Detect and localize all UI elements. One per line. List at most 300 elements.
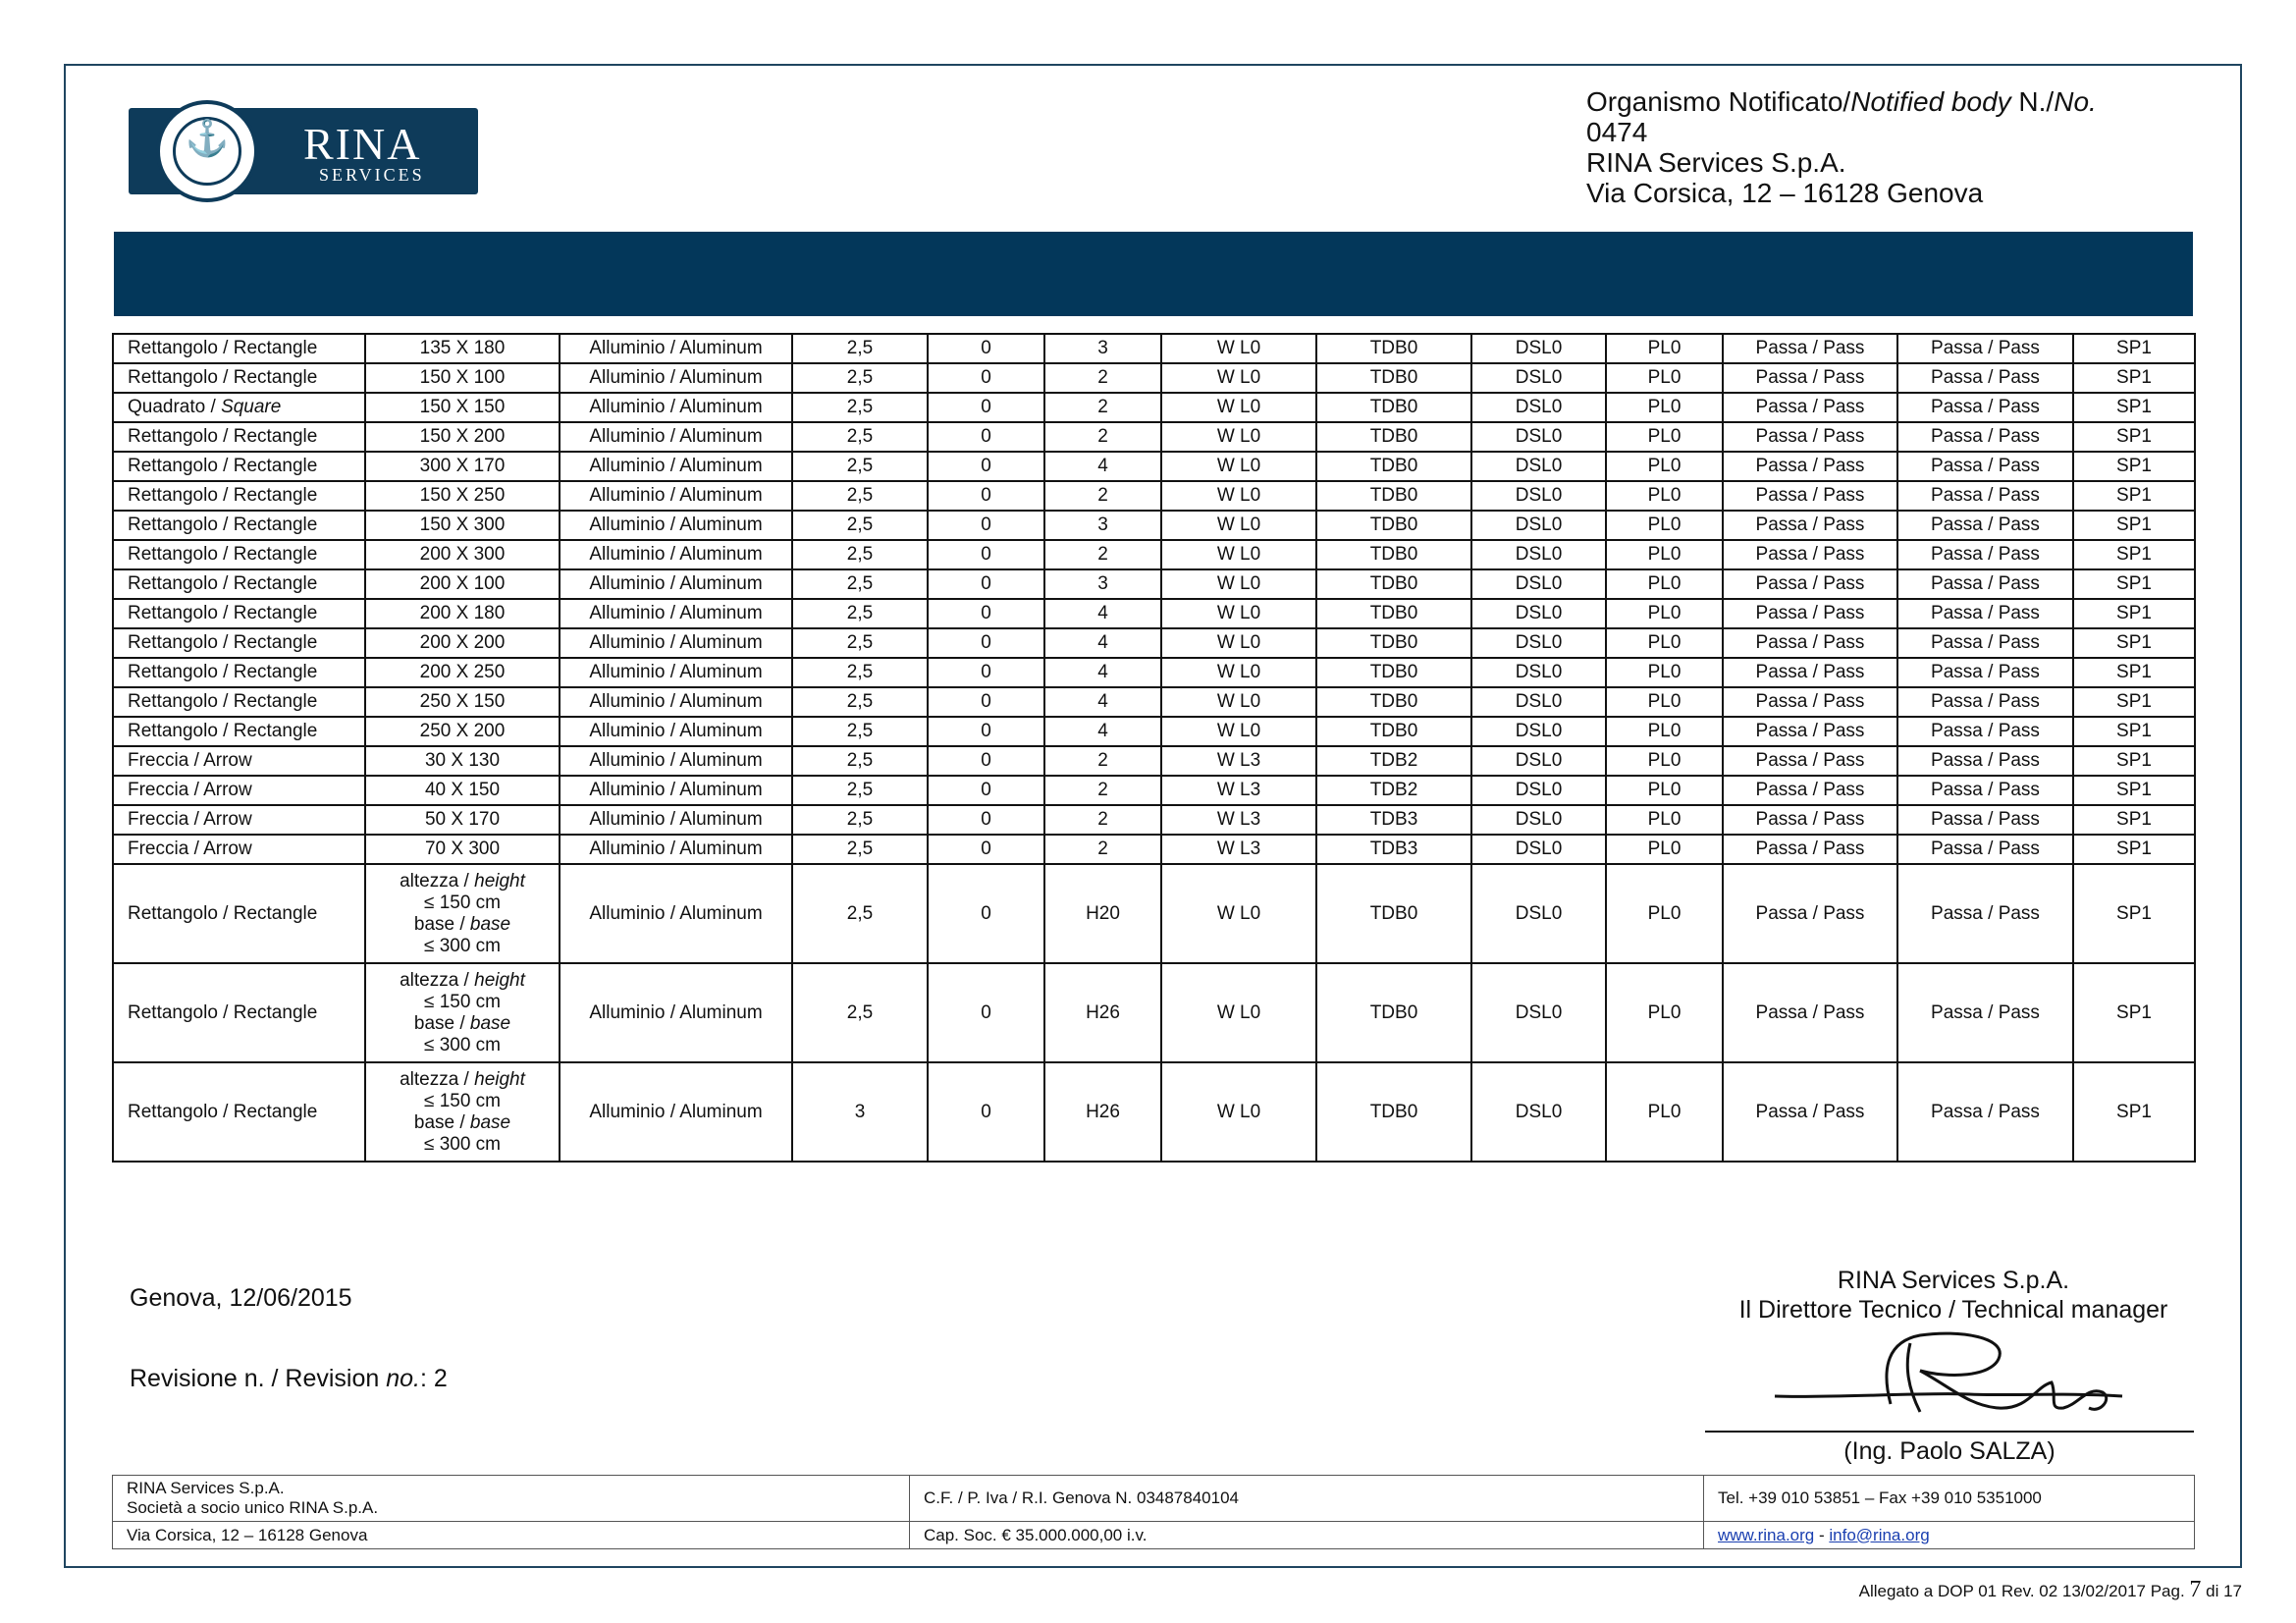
table-cell: W L3 (1161, 805, 1316, 835)
product-table (112, 333, 2196, 1163)
table-cell: SP1 (2073, 393, 2195, 422)
table-cell: TDB0 (1316, 628, 1471, 658)
table-row (113, 540, 2195, 569)
table-cell: Quadrato / Square (113, 393, 365, 422)
header-band (114, 232, 2193, 316)
table-cell: Rettangolo / Rectangle (113, 569, 365, 599)
table-cell: 2 (1044, 540, 1161, 569)
table-cell: SP1 (2073, 511, 2195, 540)
table-cell: Alluminio / Aluminum (560, 776, 792, 805)
table-cell: DSL0 (1471, 422, 1606, 452)
table-cell: 50 X 170 (365, 805, 560, 835)
table-cell: Passa / Pass (1723, 864, 1897, 963)
table-cell: SP1 (2073, 422, 2195, 452)
notified-body-header (1586, 86, 2234, 220)
table-cell: SP1 (2073, 334, 2195, 363)
table-cell: 0 (928, 628, 1044, 658)
table-cell: PL0 (1606, 393, 1723, 422)
table-cell: TDB0 (1316, 540, 1471, 569)
footer-contacts: www.rina.org - info@rina.org (1704, 1522, 2195, 1549)
table-cell: 2,5 (792, 393, 928, 422)
table-cell: 2,5 (792, 805, 928, 835)
table-cell: PL0 (1606, 334, 1723, 363)
table-cell: Passa / Pass (1723, 393, 1897, 422)
table-row (113, 1062, 2195, 1162)
table-cell: PL0 (1606, 628, 1723, 658)
table-cell: 2,5 (792, 746, 928, 776)
table-cell: Rettangolo / Rectangle (113, 963, 365, 1062)
table-cell: Rettangolo / Rectangle (113, 599, 365, 628)
table-cell: SP1 (2073, 805, 2195, 835)
rina-logo (129, 108, 478, 194)
logo-subtitle: SERVICES (319, 165, 425, 185)
table-cell: W L0 (1161, 687, 1316, 717)
table-cell: SP1 (2073, 628, 2195, 658)
table-cell: Passa / Pass (1723, 540, 1897, 569)
table-cell: TDB0 (1316, 511, 1471, 540)
table-cell: Passa / Pass (1897, 540, 2073, 569)
table-cell: Passa / Pass (1897, 393, 2073, 422)
table-cell: Alluminio / Aluminum (560, 864, 792, 963)
table-cell: Passa / Pass (1723, 717, 1897, 746)
table-cell: SP1 (2073, 835, 2195, 864)
table-cell: W L3 (1161, 746, 1316, 776)
table-cell: Rettangolo / Rectangle (113, 511, 365, 540)
table-cell: SP1 (2073, 864, 2195, 963)
table-cell: DSL0 (1471, 687, 1606, 717)
table-cell: Passa / Pass (1723, 628, 1897, 658)
table-cell: Alluminio / Aluminum (560, 363, 792, 393)
table-cell: PL0 (1606, 864, 1723, 963)
table-cell: PL0 (1606, 805, 1723, 835)
notified-body-number: 0474 (1586, 117, 1648, 147)
table-cell: 2 (1044, 746, 1161, 776)
table-cell: 150 X 200 (365, 422, 560, 452)
signatory-role: Il Direttore Tecnico / Technical manager (1738, 1296, 2168, 1324)
table-cell: 2,5 (792, 628, 928, 658)
table-cell: TDB0 (1316, 963, 1471, 1062)
table-cell: 0 (928, 805, 1044, 835)
table-cell: DSL0 (1471, 963, 1606, 1062)
table-cell: Alluminio / Aluminum (560, 481, 792, 511)
table-cell: 150 X 300 (365, 511, 560, 540)
table-cell: DSL0 (1471, 864, 1606, 963)
table-cell: Passa / Pass (1723, 569, 1897, 599)
table-cell: Passa / Pass (1723, 776, 1897, 805)
table-cell: W L0 (1161, 628, 1316, 658)
table-cell: 0 (928, 687, 1044, 717)
table-cell: 0 (928, 864, 1044, 963)
table-cell: Alluminio / Aluminum (560, 540, 792, 569)
table-cell: 4 (1044, 717, 1161, 746)
table-cell: Passa / Pass (1723, 963, 1897, 1062)
engineer-name: (Ing. Paolo SALZA) (1843, 1437, 2056, 1465)
table-cell: PL0 (1606, 599, 1723, 628)
table-cell: Passa / Pass (1723, 363, 1897, 393)
table-cell: Passa / Pass (1723, 1062, 1897, 1162)
table-cell: TDB0 (1316, 569, 1471, 599)
table-row (113, 835, 2195, 864)
table-cell: 2,5 (792, 658, 928, 687)
table-cell: PL0 (1606, 481, 1723, 511)
table-cell: W L0 (1161, 569, 1316, 599)
table-cell: 2,5 (792, 452, 928, 481)
table-cell: Passa / Pass (1897, 363, 2073, 393)
table-cell: Alluminio / Aluminum (560, 452, 792, 481)
table-cell: 0 (928, 776, 1044, 805)
table-cell: SP1 (2073, 481, 2195, 511)
table-cell: Alluminio / Aluminum (560, 658, 792, 687)
table-cell: DSL0 (1471, 540, 1606, 569)
table-cell: DSL0 (1471, 628, 1606, 658)
table-cell: altezza / height ≤ 150 cm base / base ≤ 300 cm (365, 1062, 560, 1162)
table-cell: DSL0 (1471, 835, 1606, 864)
signature-line (1705, 1431, 2194, 1433)
table-cell: TDB0 (1316, 658, 1471, 687)
signatory-company: RINA Services S.p.A. (1837, 1267, 2070, 1294)
table-cell: TDB0 (1316, 393, 1471, 422)
table-cell: 4 (1044, 452, 1161, 481)
table-cell: Alluminio / Aluminum (560, 746, 792, 776)
table-cell: Rettangolo / Rectangle (113, 334, 365, 363)
table-cell: 0 (928, 599, 1044, 628)
table-cell: 4 (1044, 658, 1161, 687)
table-cell: W L0 (1161, 452, 1316, 481)
table-cell: 30 X 130 (365, 746, 560, 776)
table-cell: 200 X 180 (365, 599, 560, 628)
table-cell: W L0 (1161, 422, 1316, 452)
table-cell: 2 (1044, 835, 1161, 864)
table-cell: 200 X 250 (365, 658, 560, 687)
table-cell: 0 (928, 334, 1044, 363)
table-cell: altezza / height ≤ 150 cm base / base ≤ 300 cm (365, 963, 560, 1062)
table-row (113, 481, 2195, 511)
table-cell: TDB0 (1316, 864, 1471, 963)
table-row (113, 864, 2195, 963)
table-cell: SP1 (2073, 746, 2195, 776)
table-cell: SP1 (2073, 1062, 2195, 1162)
table-cell: 250 X 200 (365, 717, 560, 746)
table-row (113, 776, 2195, 805)
table-cell: Passa / Pass (1897, 334, 2073, 363)
table-cell: SP1 (2073, 540, 2195, 569)
table-cell: 0 (928, 540, 1044, 569)
table-cell: 2 (1044, 363, 1161, 393)
table-cell: PL0 (1606, 658, 1723, 687)
table-row (113, 599, 2195, 628)
table-cell: Passa / Pass (1723, 452, 1897, 481)
table-cell: PL0 (1606, 963, 1723, 1062)
table-row (113, 422, 2195, 452)
table-cell: SP1 (2073, 599, 2195, 628)
table-cell: 70 X 300 (365, 835, 560, 864)
table-cell: 2,5 (792, 717, 928, 746)
table-row (113, 511, 2195, 540)
table-cell: 0 (928, 481, 1044, 511)
table-cell: 0 (928, 393, 1044, 422)
table-cell: DSL0 (1471, 363, 1606, 393)
table-cell: W L0 (1161, 1062, 1316, 1162)
table-cell: 4 (1044, 628, 1161, 658)
footer-tax-id: C.F. / P. Iva / R.I. Genova N. 03487840104 (910, 1476, 1704, 1522)
table-cell: TDB0 (1316, 481, 1471, 511)
table-cell: Passa / Pass (1723, 805, 1897, 835)
table-cell: 3 (1044, 334, 1161, 363)
table-cell: Passa / Pass (1897, 658, 2073, 687)
table-cell: 2 (1044, 805, 1161, 835)
table-cell: TDB2 (1316, 776, 1471, 805)
table-cell: 2,5 (792, 540, 928, 569)
table-cell: DSL0 (1471, 334, 1606, 363)
table-cell: Alluminio / Aluminum (560, 805, 792, 835)
table-cell: 0 (928, 963, 1044, 1062)
table-cell: 0 (928, 511, 1044, 540)
table-cell: PL0 (1606, 776, 1723, 805)
table-cell: W L3 (1161, 835, 1316, 864)
table-cell: DSL0 (1471, 393, 1606, 422)
table-cell: 2 (1044, 776, 1161, 805)
table-cell: PL0 (1606, 717, 1723, 746)
table-cell: W L0 (1161, 599, 1316, 628)
table-cell: SP1 (2073, 963, 2195, 1062)
table-cell: PL0 (1606, 1062, 1723, 1162)
table-cell: SP1 (2073, 776, 2195, 805)
table-cell: PL0 (1606, 363, 1723, 393)
table-cell: TDB0 (1316, 363, 1471, 393)
table-cell: 0 (928, 717, 1044, 746)
table-cell: 2,5 (792, 599, 928, 628)
table-cell: Passa / Pass (1897, 1062, 2073, 1162)
table-cell: 2,5 (792, 776, 928, 805)
table-cell: 4 (1044, 687, 1161, 717)
table-cell: SP1 (2073, 569, 2195, 599)
company-address: Via Corsica, 12 – 16128 Genova (1586, 178, 1984, 208)
table-cell: 200 X 100 (365, 569, 560, 599)
table-cell: Alluminio / Aluminum (560, 1062, 792, 1162)
table-cell: Freccia / Arrow (113, 805, 365, 835)
table-cell: W L0 (1161, 864, 1316, 963)
table-cell: Rettangolo / Rectangle (113, 1062, 365, 1162)
table-cell: Passa / Pass (1897, 481, 2073, 511)
table-cell: SP1 (2073, 363, 2195, 393)
table-cell: Passa / Pass (1723, 599, 1897, 628)
table-cell: 2,5 (792, 481, 928, 511)
table-cell: W L3 (1161, 776, 1316, 805)
table-row (113, 628, 2195, 658)
table-cell: TDB0 (1316, 1062, 1471, 1162)
table-cell: 2,5 (792, 363, 928, 393)
table-row (113, 334, 2195, 363)
table-cell: Rettangolo / Rectangle (113, 628, 365, 658)
table-cell: Passa / Pass (1723, 481, 1897, 511)
footer-address: Via Corsica, 12 – 16128 Genova (113, 1522, 910, 1549)
table-row (113, 363, 2195, 393)
signature-image (1773, 1327, 2126, 1426)
website-link[interactable]: www.rina.org (1718, 1525, 1815, 1544)
company-name: RINA Services S.p.A. (1586, 147, 1846, 178)
table-cell: DSL0 (1471, 658, 1606, 687)
table-cell: W L0 (1161, 717, 1316, 746)
table-cell: Alluminio / Aluminum (560, 628, 792, 658)
table-cell: SP1 (2073, 658, 2195, 687)
table-cell: DSL0 (1471, 452, 1606, 481)
table-cell: 2,5 (792, 422, 928, 452)
table-cell: altezza / height ≤ 150 cm base / base ≤ 300 cm (365, 864, 560, 963)
table-cell: W L0 (1161, 963, 1316, 1062)
table-row (113, 452, 2195, 481)
table-row (113, 687, 2195, 717)
table-cell: H26 (1044, 1062, 1161, 1162)
table-cell: 300 X 170 (365, 452, 560, 481)
table-cell: DSL0 (1471, 569, 1606, 599)
table-cell: 150 X 150 (365, 393, 560, 422)
table-row (113, 569, 2195, 599)
table-cell: Passa / Pass (1897, 746, 2073, 776)
table-cell: Passa / Pass (1723, 687, 1897, 717)
table-cell: Passa / Pass (1897, 864, 2073, 963)
table-cell: PL0 (1606, 452, 1723, 481)
table-cell: 2,5 (792, 963, 928, 1062)
table-cell: Passa / Pass (1897, 776, 2073, 805)
table-cell: 0 (928, 658, 1044, 687)
table-cell: 2,5 (792, 569, 928, 599)
table-cell: W L0 (1161, 481, 1316, 511)
table-cell: 2,5 (792, 835, 928, 864)
table-cell: 2 (1044, 481, 1161, 511)
table-cell: SP1 (2073, 452, 2195, 481)
table-cell: DSL0 (1471, 717, 1606, 746)
table-cell: 2,5 (792, 864, 928, 963)
table-cell: W L0 (1161, 363, 1316, 393)
table-cell: TDB0 (1316, 452, 1471, 481)
table-cell: H20 (1044, 864, 1161, 963)
table-cell: PL0 (1606, 687, 1723, 717)
table-cell: Passa / Pass (1723, 511, 1897, 540)
table-cell: TDB0 (1316, 599, 1471, 628)
table-cell: DSL0 (1471, 805, 1606, 835)
table-cell: DSL0 (1471, 599, 1606, 628)
table-cell: Alluminio / Aluminum (560, 963, 792, 1062)
table-cell: PL0 (1606, 746, 1723, 776)
table-cell: Passa / Pass (1897, 687, 2073, 717)
logo-brand: RINA (303, 119, 422, 169)
table-cell: Passa / Pass (1897, 628, 2073, 658)
table-cell: W L0 (1161, 658, 1316, 687)
table-cell: Passa / Pass (1723, 746, 1897, 776)
table-cell: 135 X 180 (365, 334, 560, 363)
table-cell: 150 X 100 (365, 363, 560, 393)
table-cell: W L0 (1161, 540, 1316, 569)
table-cell: Alluminio / Aluminum (560, 422, 792, 452)
table-cell: Freccia / Arrow (113, 776, 365, 805)
table-cell: Rettangolo / Rectangle (113, 422, 365, 452)
table-cell: Passa / Pass (1897, 835, 2073, 864)
table-cell: Alluminio / Aluminum (560, 835, 792, 864)
table-cell: 4 (1044, 599, 1161, 628)
table-row (113, 717, 2195, 746)
table-cell: W L0 (1161, 511, 1316, 540)
table-row (113, 746, 2195, 776)
table-cell: TDB2 (1316, 746, 1471, 776)
table-cell: Alluminio / Aluminum (560, 334, 792, 363)
table-cell: Rettangolo / Rectangle (113, 540, 365, 569)
table-cell: DSL0 (1471, 511, 1606, 540)
table-cell: DSL0 (1471, 481, 1606, 511)
table-cell: 2 (1044, 393, 1161, 422)
rina-seal-icon: ⚓ (156, 100, 258, 202)
table-cell: TDB0 (1316, 422, 1471, 452)
table-cell: 250 X 150 (365, 687, 560, 717)
table-cell: 0 (928, 569, 1044, 599)
issue-date: Genova, 12/06/2015 (130, 1284, 352, 1312)
table-cell: DSL0 (1471, 1062, 1606, 1162)
table-cell: Passa / Pass (1897, 599, 2073, 628)
table-cell: 0 (928, 363, 1044, 393)
table-cell: 2,5 (792, 687, 928, 717)
footer-capital: Cap. Soc. € 35.000.000,00 i.v. (910, 1522, 1704, 1549)
table-row (113, 805, 2195, 835)
table-cell: H26 (1044, 963, 1161, 1062)
table-cell: Passa / Pass (1897, 511, 2073, 540)
footer-phone: Tel. +39 010 53851 – Fax +39 010 5351000 (1704, 1476, 2195, 1522)
table-cell: SP1 (2073, 687, 2195, 717)
table-cell: 200 X 200 (365, 628, 560, 658)
table-row (113, 393, 2195, 422)
table-cell: Passa / Pass (1897, 805, 2073, 835)
table-cell: Passa / Pass (1897, 717, 2073, 746)
table-cell: 3 (1044, 569, 1161, 599)
table-cell: 0 (928, 452, 1044, 481)
table-row (113, 963, 2195, 1062)
email-link[interactable]: info@rina.org (1829, 1525, 1930, 1544)
table-cell: Passa / Pass (1897, 963, 2073, 1062)
table-cell: Passa / Pass (1723, 658, 1897, 687)
table-cell: Alluminio / Aluminum (560, 717, 792, 746)
table-cell: Passa / Pass (1897, 569, 2073, 599)
revision-number: Revisione n. / Revision no.: 2 (130, 1365, 448, 1392)
table-cell: 3 (792, 1062, 928, 1162)
table-cell: Passa / Pass (1723, 835, 1897, 864)
table-cell: Freccia / Arrow (113, 835, 365, 864)
table-cell: PL0 (1606, 511, 1723, 540)
notified-body-line: Organismo Notificato/Notified body N./No. (1586, 86, 2097, 117)
table-cell: Alluminio / Aluminum (560, 599, 792, 628)
table-cell: SP1 (2073, 717, 2195, 746)
table-cell: Rettangolo / Rectangle (113, 658, 365, 687)
footer-company: RINA Services S.p.A. Società a socio unico RINA S.p.A. (113, 1476, 910, 1522)
table-cell: PL0 (1606, 569, 1723, 599)
table-cell: PL0 (1606, 422, 1723, 452)
table-cell: Rettangolo / Rectangle (113, 687, 365, 717)
table-cell: Rettangolo / Rectangle (113, 864, 365, 963)
table-cell: TDB0 (1316, 334, 1471, 363)
table-cell: Alluminio / Aluminum (560, 511, 792, 540)
table-cell: 2 (1044, 422, 1161, 452)
company-footer (112, 1475, 2195, 1549)
table-cell: Rettangolo / Rectangle (113, 363, 365, 393)
table-cell: 0 (928, 835, 1044, 864)
table-cell: W L0 (1161, 334, 1316, 363)
table-cell: 0 (928, 1062, 1044, 1162)
table-cell: Passa / Pass (1897, 452, 2073, 481)
table-cell: 200 X 300 (365, 540, 560, 569)
table-cell: Alluminio / Aluminum (560, 687, 792, 717)
table-cell: TDB3 (1316, 835, 1471, 864)
table-cell: Passa / Pass (1897, 422, 2073, 452)
table-cell: Rettangolo / Rectangle (113, 717, 365, 746)
table-cell: DSL0 (1471, 776, 1606, 805)
table-cell: Rettangolo / Rectangle (113, 452, 365, 481)
